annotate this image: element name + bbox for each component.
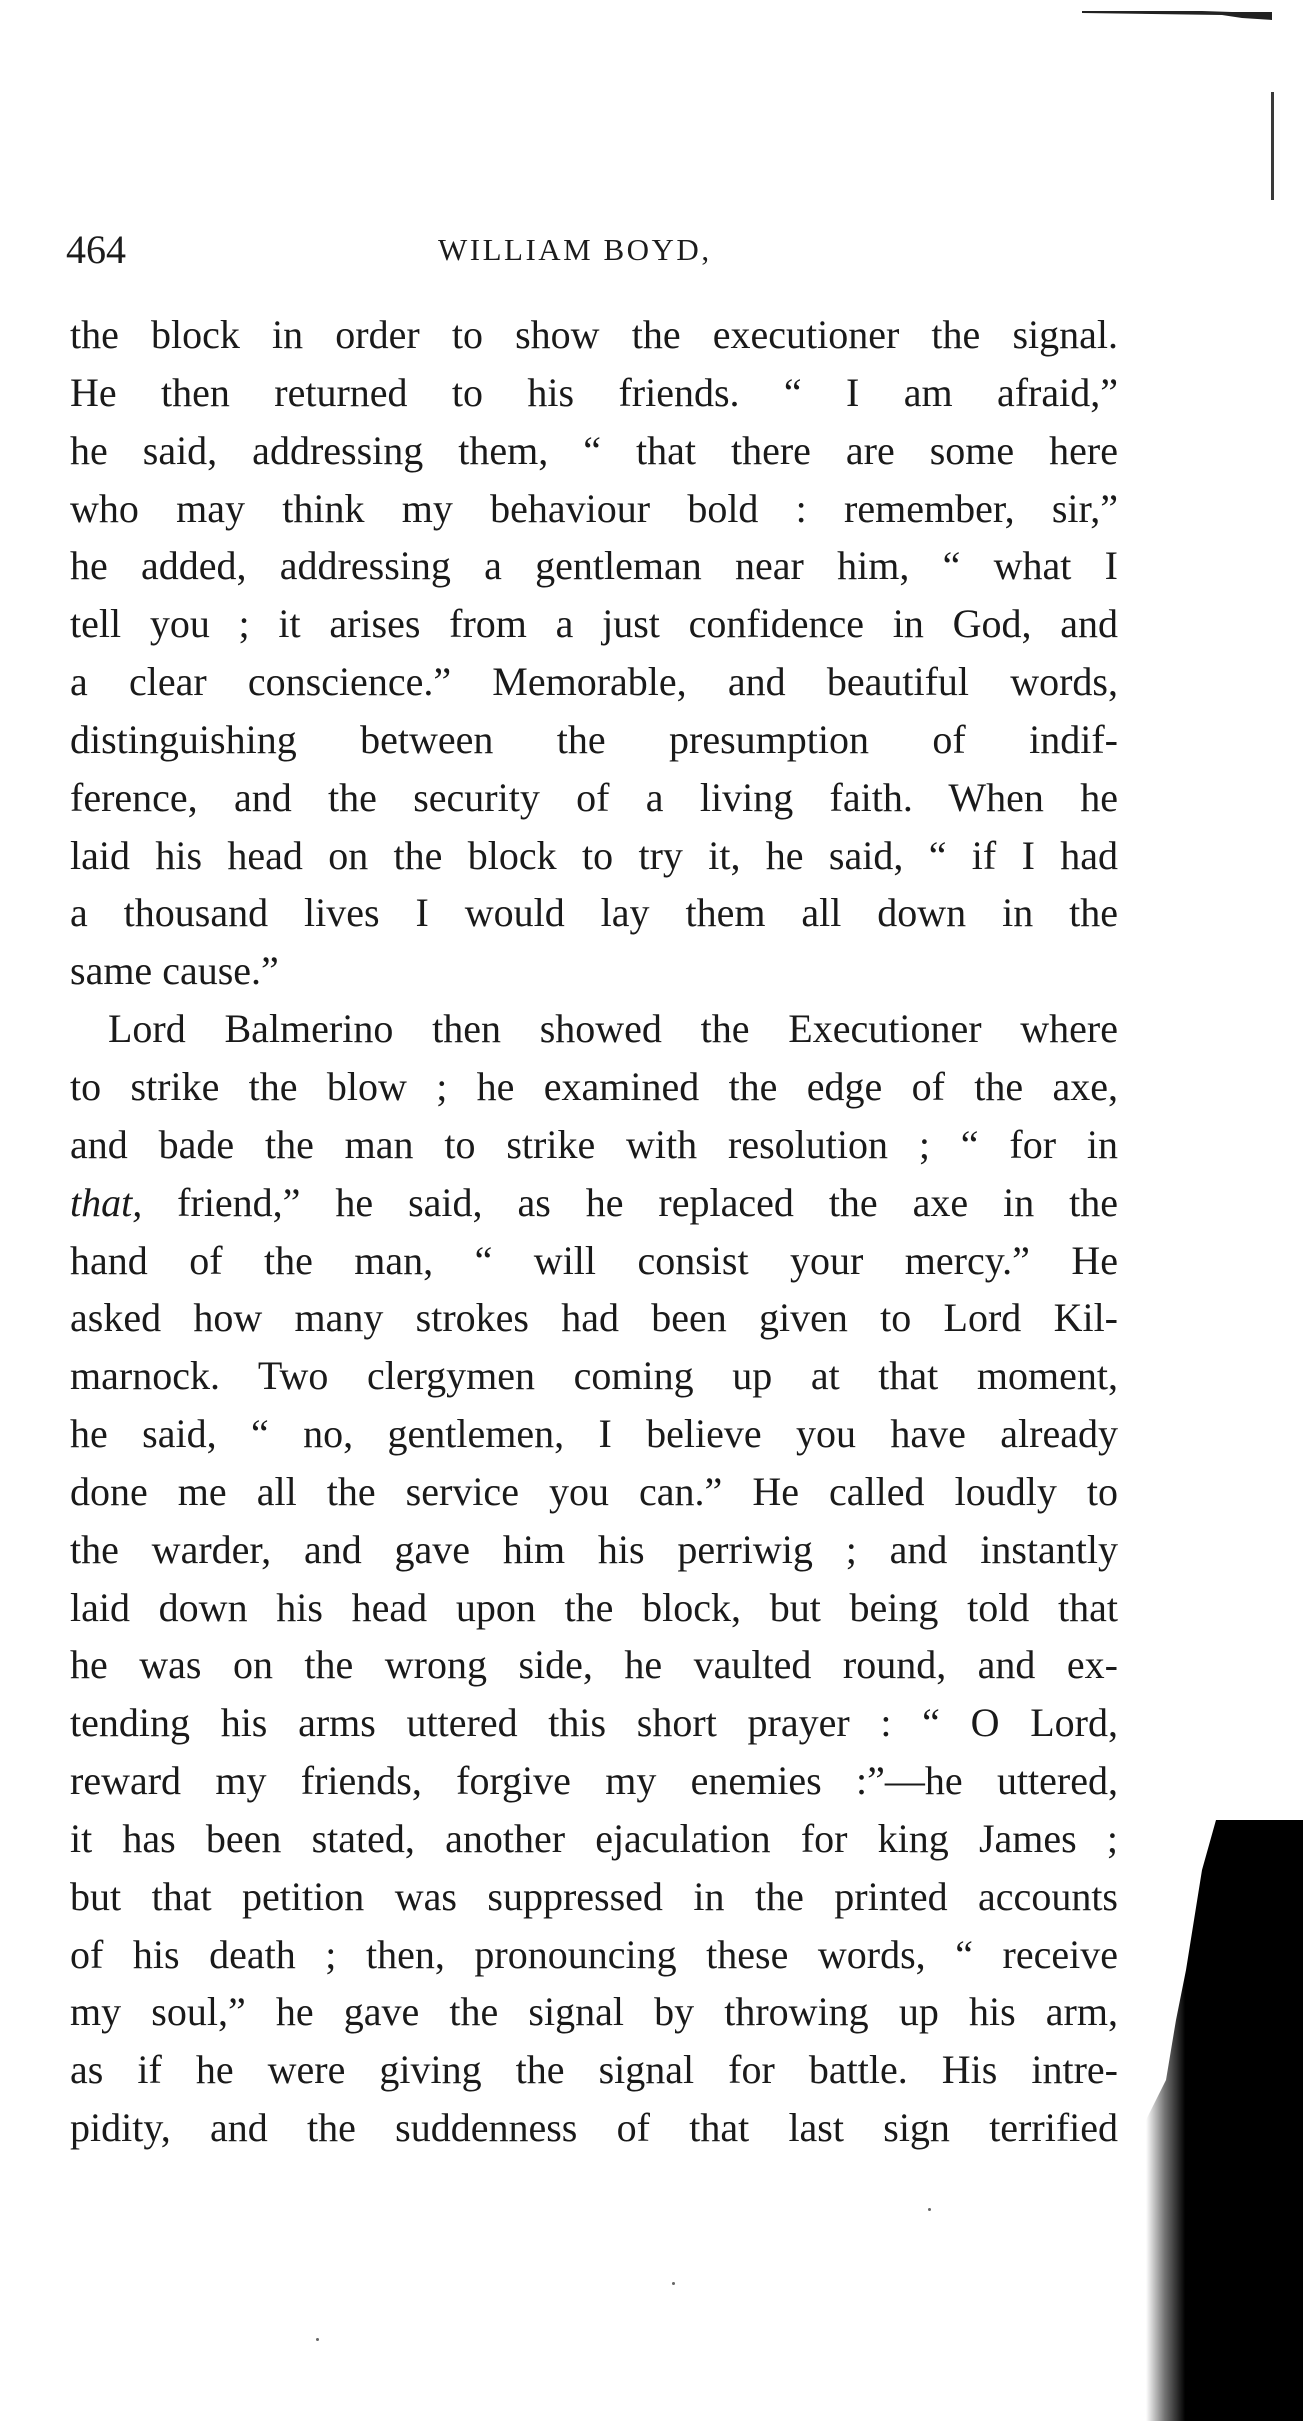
text-line: to strike the blow ; he examined the edge of the axe,: [70, 1063, 1118, 1109]
text-line: laid his head on the block to try it, he said, “ if I had: [70, 832, 1118, 878]
scan-speck: [928, 2208, 931, 2211]
italic-word: that,: [70, 1179, 143, 1225]
text-line: distinguishing between the presumption of indif-: [70, 716, 1118, 762]
text-line: ference, and the security of a living faith. When he: [70, 774, 1118, 820]
text-line: tending his arms uttered this short prayer : “ O Lord,: [70, 1700, 1118, 1746]
page-header: [66, 222, 1116, 278]
text-line: the block in order to show the executioner the signal.: [70, 312, 1118, 357]
text-line: a clear conscience.” Memorable, and beautiful words,: [70, 659, 1118, 705]
text-line: pidity, and the suddenness of that last sign terrified: [70, 2105, 1118, 2151]
scan-edge-mark-top: [1082, 8, 1272, 22]
text-line: Lord Balmerino then showed the Executioner where: [108, 1006, 1118, 1052]
text-line: he said, addressing them, “ that there are some here: [70, 427, 1118, 473]
text-line: He then returned to his friends. “ I am afraid,”: [70, 369, 1118, 415]
text-line: the warder, and gave him his perriwig ; and instantly: [70, 1526, 1118, 1572]
paragraph-2: [70, 1000, 1118, 2157]
text-line: reward my friends, forgive my enemies :”—he uttered,: [70, 1758, 1118, 1804]
text-line: as if he were giving the signal for battle. His intre-: [70, 2047, 1118, 2093]
text-line: he added, addressing a gentleman near him, “ what I: [70, 543, 1118, 589]
text-line: hand of the man, “ will consist your mercy.” He: [70, 1237, 1118, 1283]
text-line: asked how many strokes had been given to Lord Kil-: [70, 1295, 1118, 1341]
scan-speck: [316, 2338, 319, 2341]
text-line: of his death ; then, pronouncing these words, “ receive: [70, 1931, 1118, 1977]
text-line: who may think my behaviour bold : remember, sir,”: [70, 485, 1118, 531]
scan-edge-line: [1271, 92, 1274, 200]
text-line: same cause.”: [70, 948, 279, 994]
text-line: tell you ; it arises from a just confidence in God, and: [70, 601, 1118, 647]
scan-speck: [672, 2282, 675, 2285]
text-line: he was on the wrong side, he vaulted round, and ex-: [70, 1642, 1118, 1688]
page-number: 464: [66, 227, 126, 272]
text-line: he said, “ no, gentlemen, I believe you have already: [70, 1411, 1118, 1457]
text-line-rest: friend,” he said, as he replaced the axe in the: [142, 1179, 1118, 1225]
text-line: and bade the man to strike with resolution ; “ for in: [70, 1121, 1118, 1167]
text-line: it has been stated, another ejaculation for king James ;: [70, 1815, 1118, 1861]
text-line: laid down his head upon the block, but being told that: [70, 1584, 1118, 1630]
text-line: marnock. Two clergymen coming up at that moment,: [70, 1353, 1118, 1399]
text-line: done me all the service you can.” He called loudly to: [70, 1468, 1118, 1514]
text-line: a thousand lives I would lay them all down in the: [70, 890, 1118, 936]
text-line-with-italic: [70, 1174, 1118, 1232]
body-text: [70, 306, 1118, 2157]
text-line: but that petition was suppressed in the printed accounts: [70, 1873, 1118, 1919]
text-line: my soul,” he gave the signal by throwing up his arm,: [70, 1989, 1118, 2035]
paragraph-1: [70, 306, 1118, 1000]
running-head: WILLIAM BOYD,: [438, 232, 712, 267]
scan-binding-shadow: [1146, 1820, 1303, 2421]
